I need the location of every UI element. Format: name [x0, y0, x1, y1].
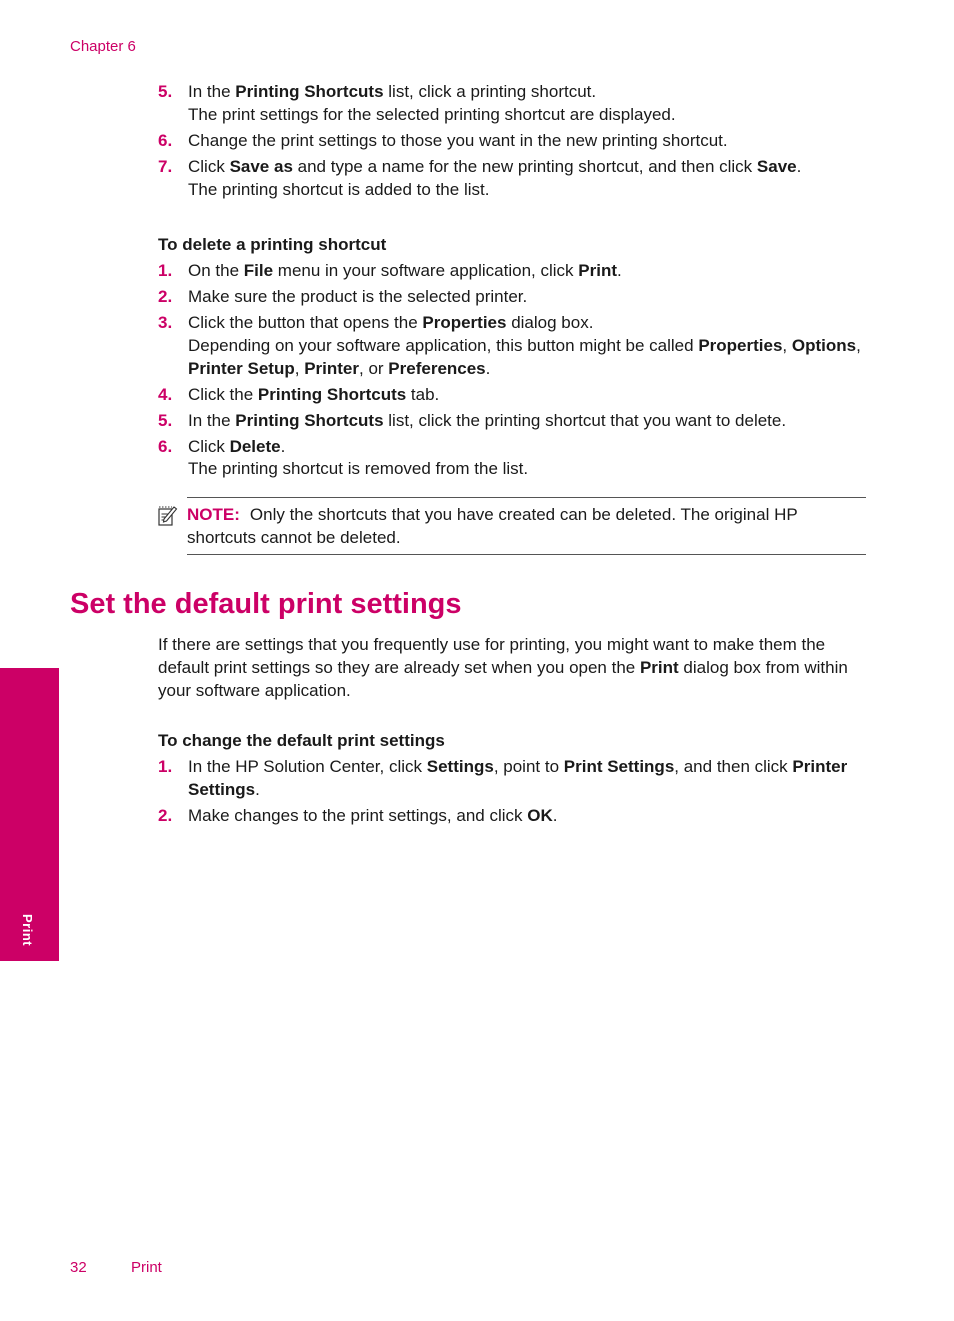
step-text: Make sure the product is the selected printer.	[188, 286, 528, 306]
step-text: Click	[188, 436, 230, 456]
intro-paragraph	[158, 634, 868, 703]
step-bold: Options	[791, 335, 857, 355]
step-result: The printing shortcut is removed from the list.	[188, 459, 529, 479]
step-bold: Print	[578, 260, 617, 280]
section-title: Set the default print settings	[70, 588, 462, 620]
step-number: 2.	[158, 805, 173, 825]
procedure-title: To delete a printing shortcut	[158, 235, 387, 254]
note-label: NOTE:	[187, 505, 240, 524]
step-number: 1.	[158, 260, 173, 280]
step-text: and type a name for the new printing shortcut, and then click	[292, 156, 757, 176]
step-bold: Print Settings	[563, 756, 675, 776]
step-text: .	[280, 436, 286, 456]
step-text: menu in your software application, click	[273, 260, 579, 280]
footer-section: Print	[131, 1259, 162, 1276]
intro-text: dialog box from within your software application.	[158, 657, 848, 700]
procedure-title: To change the default print settings	[158, 731, 445, 750]
step-bold: Delete	[229, 436, 281, 456]
step-5	[158, 81, 868, 127]
step-text: .	[617, 260, 622, 280]
note-top-rule	[187, 497, 866, 498]
step-number: 5.	[158, 410, 173, 430]
step-text: Make changes to the print settings, and click	[188, 805, 528, 825]
step-text: .	[485, 358, 491, 378]
step-text: In the	[188, 410, 236, 430]
step-text: Click the	[188, 384, 258, 404]
step-bold: File	[243, 260, 274, 280]
step-bold: Printer	[304, 358, 359, 378]
step-text: dialog box.	[506, 312, 594, 332]
note-body: Only the shortcuts that you have created can be deleted. The original HP shortcuts cannot be deleted.	[187, 505, 798, 547]
delete-step-1	[158, 260, 868, 283]
step-text: tab.	[406, 384, 440, 404]
step-result: The printing shortcut is added to the list.	[188, 179, 490, 199]
step-bold: Save as	[229, 156, 293, 176]
step-number: 5.	[158, 82, 173, 101]
change-step-1	[158, 756, 868, 802]
page-number: 32	[70, 1259, 87, 1276]
step-text: list, click the printing shortcut that you want to delete.	[383, 410, 787, 430]
step-bold: Printing Shortcuts	[235, 410, 384, 430]
step-text: In the	[188, 82, 236, 101]
delete-step-6	[158, 436, 868, 482]
delete-step-4	[158, 384, 868, 407]
step-bold: Printer Setup	[188, 358, 295, 378]
step-number: 1.	[158, 756, 173, 776]
step-text: In the HP Solution Center, click	[188, 756, 427, 776]
step-number: 3.	[158, 312, 173, 332]
step-bold: Printing Shortcuts	[235, 82, 384, 101]
step-bold: Settings	[426, 756, 494, 776]
step-text: .	[255, 779, 260, 799]
section-intro	[158, 634, 868, 703]
change-step-2	[158, 805, 868, 828]
delete-step-3	[158, 312, 868, 381]
step-text: On the	[188, 260, 244, 280]
intro-bold: Print	[639, 657, 679, 677]
step-text: , point to	[493, 756, 564, 776]
note-bottom-rule	[187, 554, 866, 555]
step-number: 7.	[158, 156, 173, 176]
step-bold: OK	[527, 805, 553, 825]
steps-continued	[158, 81, 868, 202]
step-text: list, click a printing shortcut.	[383, 82, 597, 101]
step-text: , or	[359, 358, 389, 378]
delete-step-5	[158, 410, 868, 433]
step-result: The print settings for the selected printing shortcut are displayed.	[188, 104, 676, 124]
step-text: , and then click	[674, 756, 793, 776]
step-text: .	[796, 156, 802, 176]
step-text: Click the button that opens the	[188, 312, 423, 332]
step-bold: Printing Shortcuts	[257, 384, 407, 404]
delete-step-2	[158, 286, 868, 309]
step-text: .	[552, 805, 558, 825]
step-text: Change the print settings to those you want in the new printing shortcut.	[188, 130, 728, 150]
chapter-header: Chapter 6	[70, 38, 136, 55]
step-text: ,	[782, 335, 788, 355]
step-bold: Properties	[698, 335, 783, 355]
step-text: Depending on your software application, this button might be called	[188, 335, 699, 355]
note-pencil-icon	[158, 505, 178, 527]
step-bold: Properties	[422, 312, 507, 332]
note-text	[187, 504, 856, 550]
step-6	[158, 130, 868, 153]
step-text: ,	[856, 335, 861, 355]
step-number: 6.	[158, 130, 173, 150]
side-tab-label: Print	[20, 914, 35, 947]
change-procedure	[158, 730, 868, 828]
step-number: 4.	[158, 384, 173, 404]
intro-text: If there are settings that you frequently use for printing, you might want to make them the default print settings so they are already set when you open the	[158, 635, 826, 677]
step-text: Click	[188, 156, 230, 176]
step-result	[188, 335, 868, 381]
step-number: 2.	[158, 286, 173, 306]
step-bold: Printer Settings	[188, 756, 848, 799]
note-box	[158, 497, 866, 555]
step-text: ,	[294, 358, 305, 378]
step-number: 6.	[158, 436, 173, 456]
step-bold: Preferences	[388, 358, 486, 378]
step-7	[158, 156, 868, 202]
delete-procedure	[158, 234, 868, 481]
step-bold: Save	[756, 156, 797, 176]
